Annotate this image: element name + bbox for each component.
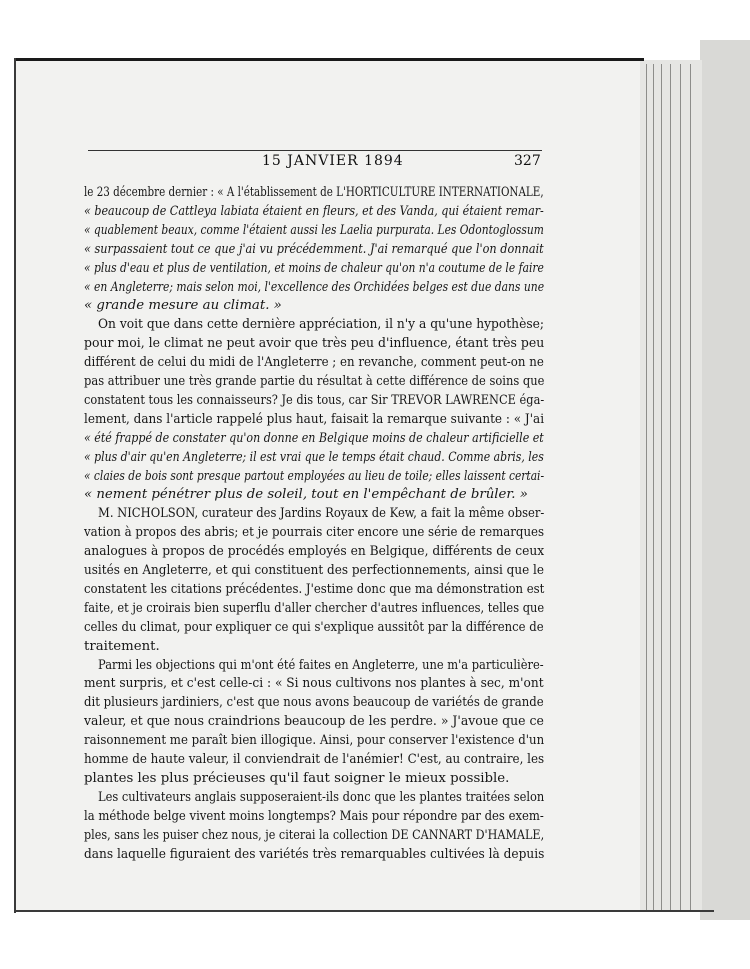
text-line: pour moi, le climat ne peut avoir que très peu d'influence, étant très peu [84,336,545,352]
text-line: « été frappé de constater qu'on donne en Belgique moins de chaleur artificielle et [84,430,544,446]
header-rule [88,150,542,151]
text-line: différent de celui du midi de l'Angleterre ; en revanche, comment peut-on ne [84,355,544,371]
text-line: « plus d'eau et plus de ventilation, et moins de chaleur qu'on n'a coutume de le faire [84,260,544,276]
text-line: Parmi les objections qui m'ont été faites en Angleterre, une m'a particulière- [98,657,544,673]
text-line: usités en Angleterre, et qui constituent des perfectionnements, ainsi que le [84,563,544,578]
text-line: pas attribuer une très grande partie du résultat à cette différence de soins que [84,374,545,389]
page-stack [640,60,702,912]
text-line: traitement. [84,638,160,654]
running-head-date: 15 JANVIER 1894 [262,153,404,169]
page-stack-edge [690,64,691,910]
text-line: analogues à propos de procédés employés en Belgique, différents de ceux [84,544,545,560]
text-line: On voit que dans cette dernière appréciation, il n'y a qu'une hypothèse; [98,317,544,333]
text-line: dit plusieurs jardiniers, c'est que nous avons beaucoup de variétés de grande [84,695,544,711]
text-line: M. NICHOLSON, curateur des Jardins Royaux de Kew, a fait la même obser- [98,506,545,522]
text-line: « claies de bois sont presque partout employées au lieu de toile; elles laissent certai- [84,468,545,484]
text-line: vation à propos des abris; et je pourrais citer encore une série de remarques [84,525,545,541]
text-line: raisonnement me paraît bien illogique. Ainsi, pour conserver l'existence d'un [84,733,545,749]
text-line: « surpassaient tout ce que j'ai vu précédemment. J'ai remarqué que l'on donnait [84,241,544,257]
text-line: celles du climat, pour expliquer ce qui s'explique aussitôt par la différence de [84,619,544,635]
text-line: « quablement beaux, comme l'étaient aussi les Laelia purpurata. Les Odontoglossum [84,222,544,238]
text-line: homme de haute valeur, il conviendrait de l'anémier! C'est, au contraire, les [84,752,545,767]
text-line: ment surpris, et c'est celle-ci : « Si nous cultivons nos plantes à sec, m'ont [84,676,544,692]
text-line: plantes les plus précieuses qu'il faut soigner le mieux possible. [84,770,510,786]
text-line: ples, sans les puiser chez nous, je citerai la collection DE CANNART D'HAMALE, [84,827,545,843]
page-stack-edge [680,64,681,910]
text-line: constatent tous les connaisseurs? Je dis tous, car Sir TREVOR LAWRENCE éga- [84,392,545,408]
page-left-edge [14,58,16,913]
text-line: « en Angleterre; mais selon moi, l'excellence des Orchidées belges est due dans une [84,279,545,295]
text-line: « grande mesure au climat. » [84,298,282,314]
page-bottom-edge [14,910,714,912]
page-stack-edge [661,64,662,910]
text-line: lement, dans l'article rappelé plus haut, faisait la remarque suivante : « J'ai [84,411,545,427]
page-stack-edge [670,64,671,910]
book-binding [700,40,750,920]
text-line: « nement pénétrer plus de soleil, tout en l'empêchant de brûler. » [84,487,528,503]
text-line: « beaucoup de Cattleya labiata étaient en fleurs, et des Vanda, qui étaient remar- [84,203,544,219]
text-line: « plus d'air qu'en Angleterre; il est vrai que le temps était chaud. Comme abris, les [84,449,544,465]
page-stack-edge [646,64,647,910]
text-line: Les cultivateurs anglais supposeraient-ils donc que les plantes traitées selon [98,789,545,805]
page-stack-edge [653,64,654,910]
text-line: valeur, et que nous craindrions beaucoup de les perdre. » J'avoue que ce [84,714,544,730]
page-top-edge [14,58,644,61]
text-line: constatent les citations précédentes. J'estime donc que ma démonstration est [84,581,545,597]
text-line: la méthode belge vivent moins longtemps? Mais pour répondre par des exem- [84,808,544,824]
text-line: faite, et je croirais bien superflu d'aller chercher d'autres influences, telles que [84,600,545,616]
text-line: dans laquelle figuraient des variétés très remarquables cultivées là depuis [84,846,545,862]
page-number: 327 [514,153,541,169]
text-line: le 23 décembre dernier : « A l'établissement de L'HORTICULTURE INTERNATIONALE, [84,185,544,200]
